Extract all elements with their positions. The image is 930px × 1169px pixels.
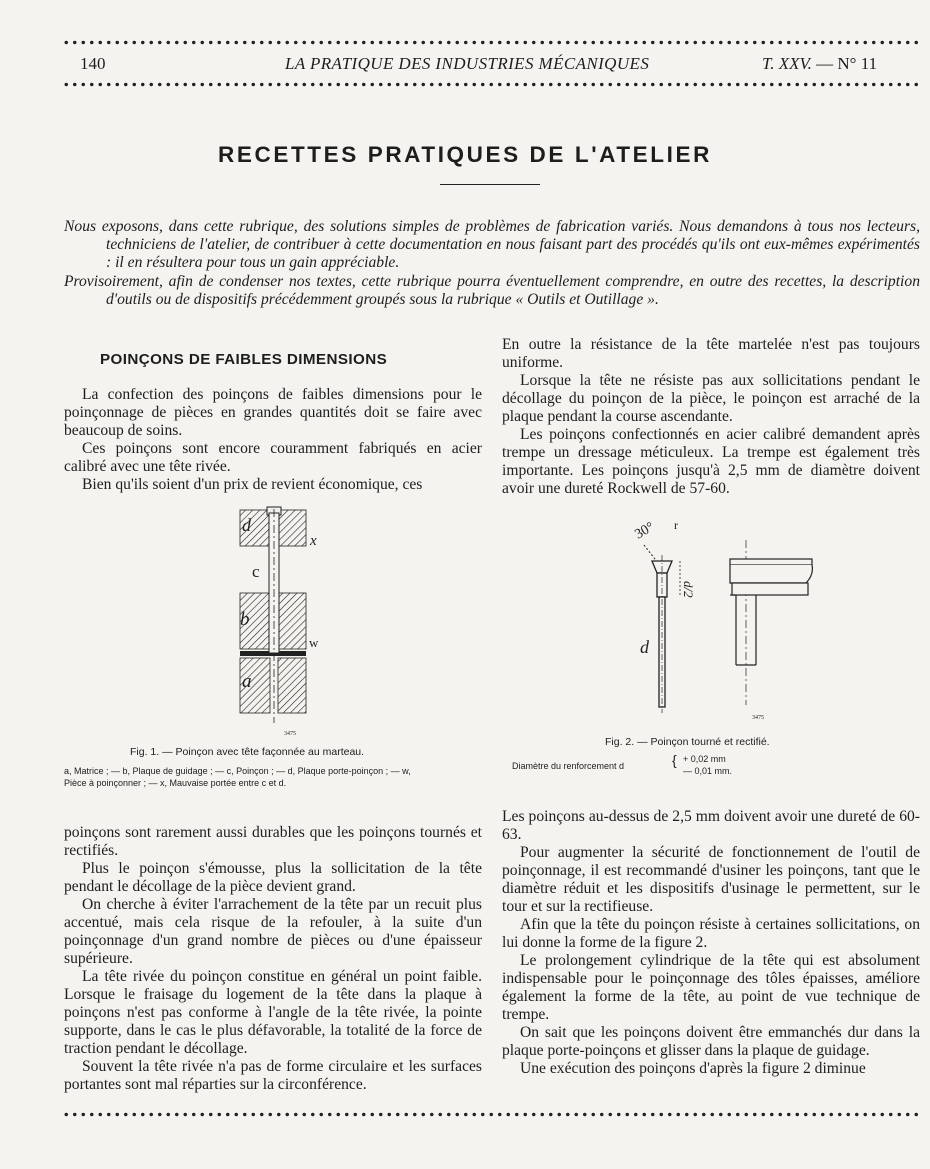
top-dotted-rule [62,40,920,45]
paragraph: Une exécution des poinçons d'après la figure 2 diminue [520,1060,866,1077]
fig2-angle: 30° [632,519,657,543]
fig1-label-d: d [242,515,251,535]
issue-number [762,54,877,74]
figure-1-legend: a, Matrice ; — b, Plaque de guidage ; — c, Poinçon ; — d, Plaque porte-poinçon ; — w, [64,766,411,776]
paragraph: Ces poinçons sont encore couramment fabriqués en acier calibré avec une tête rivée. [64,440,482,475]
paragraph: On sait que les poinçons doivent être emmanchés dur dans la plaque porte-poinçons et glisser dans la plaque de guidage. [502,1024,920,1059]
paragraph: Souvent la tête rivée n'a pas de forme circulaire et les surfaces portantes sont mal réparties sur la circonférence. [64,1058,482,1093]
intro-paragraph: Provisoirement, afin de condenser nos textes, cette rubrique pourra éventuellement comprendre, en outre des recettes, la description d'outils ou de dispositifs précédemment groupés sous la rubrique « Outils et Outillage ». [64,273,920,308]
header-dotted-rule [62,82,920,87]
paragraph: Lorsque la tête ne résiste pas aux sollicitations pendant le décollage du poinçon de la pièce, le poinçon est arraché de la plaque pendant la course ascendante. [502,372,920,425]
intro [64,218,920,310]
figure-1-caption: Fig. 1. — Poinçon avec tête façonnée au marteau. [130,746,365,758]
paragraph: La confection des poinçons de faibles dimensions pour le poinçonnage de pièces en grandes quantités doit se faire avec beaucoup de soins. [64,386,482,439]
fig1-label-x: x [310,533,317,549]
tolerance-minus: — 0,01 mm. [683,766,733,776]
figure-1-diagram [222,505,342,741]
paragraph: Afin que la tête du poinçon résiste à certaines sollicitations, on lui donne la forme de la figure 2. [502,916,920,951]
fig2-number: 3475 [752,715,764,721]
fig1-label-w: w [309,635,319,650]
intro-paragraph: Nous exposons, dans cette rubrique, des solutions simples de problèmes de fabrication variés. Nous demandons à tous nos lecteurs, techniciens de l'atelier, de contribuer à cette documentation en nous faisant part des procédés qu'ils ont eux-mêmes expérimentés : il en résultera pour tous un gain appréciable. [64,218,920,271]
page-number: 140 [80,54,106,73]
volume: T. XXV. [762,54,812,73]
page-title: RECETTES PRATIQUES DE L'ATELIER [218,142,712,167]
fig2-label-d: d [640,637,649,657]
fig1-label-a: a [242,671,252,692]
tolerance-plus: + 0,02 mm [683,754,726,764]
paragraph: Plus le poinçon s'émousse, plus la sollicitation de la tête pendant le décollage de la pièce devient grand. [64,860,482,895]
fig2-dim: d/2 [681,581,696,598]
title-rule [440,184,540,185]
figure-1-legend: Pièce à poinçonner ; — x, Mauvaise portée entre c et d. [64,778,287,788]
paragraph: Le prolongement cylindrique de la tête qui est absolument indispensable pour le poinçonnage des tôles épaisses, améliore également la forme de la tête, au point de vue technique de trempe. [502,952,920,1023]
tolerance-brace: { [672,752,677,768]
issue: — N° 11 [816,54,878,73]
bottom-dotted-rule [62,1112,920,1117]
right-column-top [502,336,920,498]
figure-2-legend: Diamètre du renforcement d [512,761,625,771]
left-column-bottom [64,824,482,1094]
paragraph: Pour augmenter la sécurité de fonctionnement de l'outil de poinçonnage, il est recommandé d'usiner les poinçons, tant que le diamètre réduit et les dispositifs d'usinage le permettent, sur le tour et sur la rectifieuse. [502,844,920,915]
fig1-number: 3475 [284,731,296,737]
figure-2-diagram [610,515,820,725]
right-column-bottom [502,808,920,1078]
paragraph: poinçons sont rarement aussi durables que les poinçons tournés et rectifiés. [64,824,482,859]
paragraph: Les poinçons confectionnés en acier calibré demandent après trempe un dressage méticuleux. La trempe est également très importante. Les poinçons jusqu'à 2,5 mm de diamètre doivent avoir une dureté Rockwell de 57-60. [502,426,920,497]
paragraph: La tête rivée du poinçon constitue en général un point faible. Lorsque le fraisage du logement de la tête dans la plaque à poinçons n'est pas conforme à l'angle de la tête rivée, la pointe supporte, dans le cas le plus défavorable, la totalité de la force de traction pendant le décollage. [64,968,482,1057]
left-column-top [64,386,482,494]
section-title: POINÇONS DE FAIBLES DIMENSIONS [100,351,388,368]
paragraph: Bien qu'ils soient d'un prix de revient économique, ces [82,476,423,493]
paragraph: On cherche à éviter l'arrachement de la tête par un recuit plus accentué, mais cela risque de la refouler, à la suite d'un poinçonnage d'un grand nombre de pièces ou d'une épaisseur supérieure. [64,896,482,967]
fig1-label-c: c [252,562,260,581]
svg-text:r: r [674,518,678,532]
paragraph: Les poinçons au-dessus de 2,5 mm doivent avoir une dureté de 60-63. [502,808,920,843]
figure-2-caption: Fig. 2. — Poinçon tourné et rectifié. [605,736,770,748]
fig1-label-b: b [240,609,250,630]
journal-title: LA PRATIQUE DES INDUSTRIES MÉCANIQUES [285,54,650,73]
paragraph: En outre la résistance de la tête martelée n'est pas toujours uniforme. [502,336,920,371]
